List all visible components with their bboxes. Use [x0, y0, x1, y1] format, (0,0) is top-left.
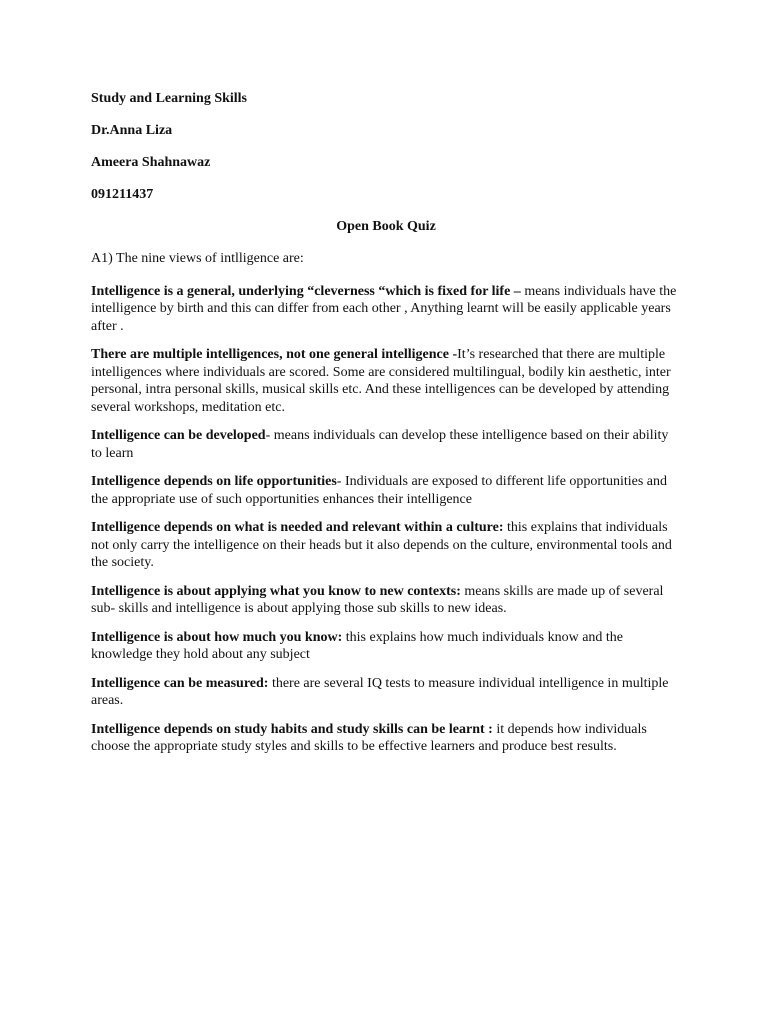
- view-text: It’s researched that there are multiple intelligences where individuals are scored. Some are considered multilingual, bodily kin aesthetic, inter personal, intra personal skills, musical skills etc. And these intelligences can be developed by attending several workshops, meditation etc.: [91, 347, 671, 415]
- view-heading: Intelligence depends on what is needed and relevant within a culture:: [91, 520, 504, 535]
- document-body: [91, 90, 681, 767]
- view-text: means individuals have the intelligence by birth and this can differ from each other , Anything learnt will be easily applicable years after .: [91, 283, 677, 334]
- view-paragraph: [91, 583, 681, 618]
- course-title: Study and Learning Skills: [91, 91, 248, 106]
- view-paragraph: [91, 721, 681, 756]
- view-text: this explains that individuals not only carry the intelligence on their heads but it also depends on the culture, environmental tools and the society.: [91, 520, 672, 570]
- view-heading: Intelligence depends on study habits and study skills can be learnt :: [91, 721, 493, 737]
- view-paragraph: [91, 629, 681, 664]
- student-name: Ameera Shahnawaz: [91, 155, 211, 170]
- view-text: this explains how much individuals know and the knowledge they hold about any subject: [91, 629, 624, 662]
- view-paragraph: [91, 519, 681, 572]
- view-heading: Intelligence can be developed: [91, 428, 266, 443]
- view-paragraph: [91, 473, 681, 508]
- view-heading: There are multiple intelligences, not one general intelligence -: [91, 347, 458, 362]
- view-text: there are several IQ tests to measure individual intelligence in multiple areas.: [91, 675, 669, 708]
- view-paragraph: [91, 346, 681, 416]
- intro-line: A1) The nine views of intlligence are:: [91, 251, 304, 266]
- view-heading: Intelligence is about how much you know:: [91, 629, 343, 645]
- view-text: it depends how individuals choose the appropriate study styles and skills to be effective learners and produce best results.: [91, 721, 647, 754]
- view-text: - Individuals are exposed to different life opportunities and the appropriate use of such opportunities enhances their intelligence: [91, 474, 667, 507]
- view-heading: Intelligence is about applying what you know to new contexts:: [91, 583, 461, 599]
- view-paragraph: [91, 675, 681, 710]
- view-heading: Intelligence can be measured:: [91, 675, 269, 691]
- view-heading: Intelligence depends on life opportunities: [91, 474, 337, 489]
- view-paragraph: [91, 283, 681, 336]
- view-paragraph: [91, 427, 681, 462]
- quiz-title: Open Book Quiz: [336, 219, 436, 234]
- view-text: means skills are made up of several sub- skills and intelligence is about applying those sub skills to new ideas.: [91, 583, 664, 616]
- view-heading: Intelligence is a general, underlying “cleverness “which is fixed for life –: [91, 283, 521, 299]
- student-id: 091211437: [91, 187, 154, 202]
- view-text: - means individuals can develop these intelligence based on their ability to learn: [91, 428, 669, 461]
- instructor-name: Dr.Anna Liza: [91, 123, 173, 138]
